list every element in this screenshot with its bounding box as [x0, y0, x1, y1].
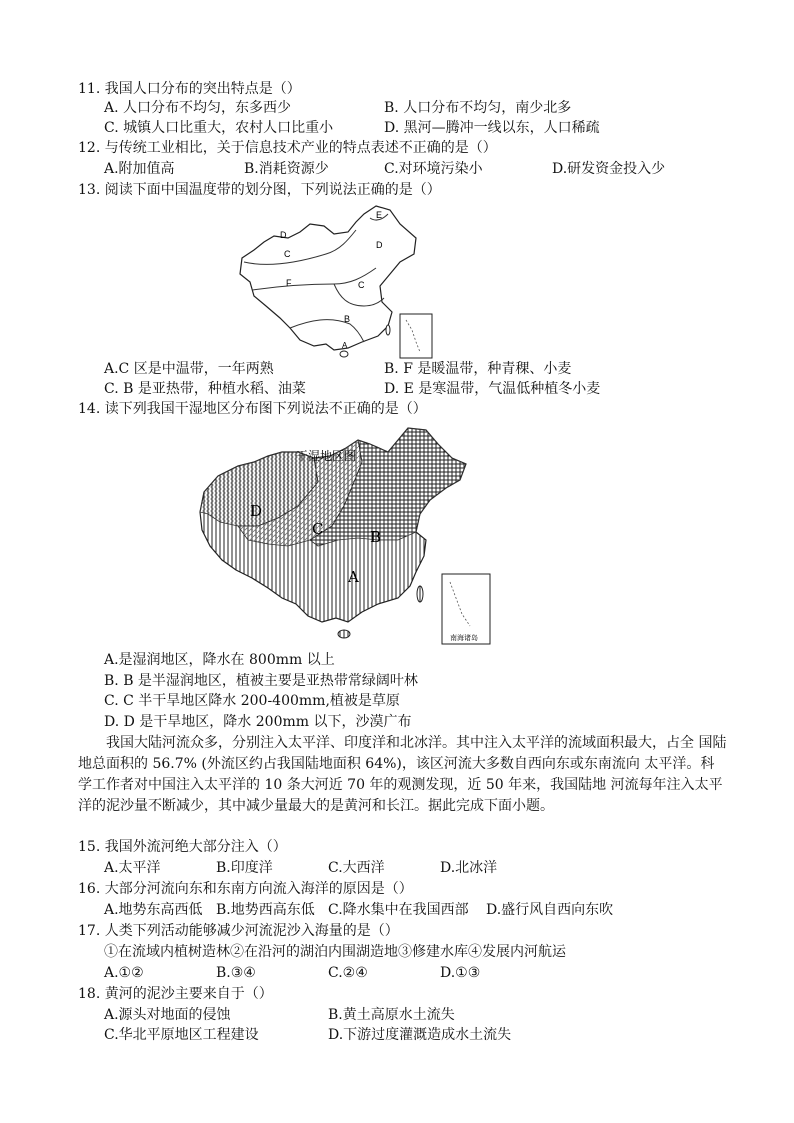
- q16-stem: 16. 大部分河流向东和东南方向流入海洋的原因是（）: [78, 881, 413, 897]
- map-label-e: E: [376, 210, 383, 220]
- q15-option-d: D.北冰洋: [440, 860, 498, 876]
- q11-option-c: C. 城镇人口比重大，农村人口比重小: [104, 120, 334, 136]
- q16-option-c: C.降水集中在我国西部: [328, 902, 469, 918]
- q15-option-a: A.太平洋: [104, 860, 161, 876]
- q16-option-b: B.地势西高东低: [216, 902, 315, 918]
- q12-option-b: B.消耗资源少: [244, 161, 329, 177]
- map-label-f: F: [286, 278, 292, 288]
- map-label-c-north: C: [284, 249, 291, 259]
- q11-option-b: B. 人口分布不均匀，南少北多: [384, 100, 572, 116]
- q14-option-d: D. D 是干旱地区，降水 200mm 以下，沙漠广布: [104, 714, 412, 730]
- q15-stem: 15. 我国外流河绝大部分注入（）: [78, 839, 287, 855]
- map-label-b: B: [344, 314, 351, 324]
- q14-stem: 14. 读下列我国干湿地区分布图下列说法不正确的是（）: [78, 401, 427, 417]
- taiwan-island: [417, 586, 423, 602]
- q12-option-d: D.研发资金投入少: [552, 161, 666, 177]
- map-label-a: A: [342, 341, 348, 350]
- q17-option-c: C.②④: [328, 965, 368, 981]
- temperature-zone-map: [230, 202, 442, 360]
- map-label-a: A: [348, 568, 359, 586]
- south-sea-inset: [400, 314, 432, 358]
- hainan-island: [340, 351, 348, 357]
- q12-option-a: A.附加值高: [104, 161, 175, 177]
- map-label-d-east: D: [376, 240, 383, 250]
- q13-option-b: B. F 是暖温带，种青稞、小麦: [384, 361, 572, 377]
- q13-option-c: C. B 是亚热带，种植水稻、油菜: [104, 381, 306, 397]
- q17-option-a: A.①②: [104, 965, 144, 981]
- hainan-island: [338, 630, 350, 638]
- map-label-c-east: C: [358, 280, 365, 290]
- q14-option-b: B. B 是半湿润地区，植被主要是亚热带常绿阔叶林: [104, 673, 418, 689]
- q18-option-a: A.源头对地面的侵蚀: [104, 1007, 231, 1023]
- q12-option-c: C.对环境污染小: [384, 161, 483, 177]
- q18-option-c: C.华北平原地区工程建设: [104, 1027, 259, 1043]
- q18-option-d: D.下游过度灌溉造成水土流失: [328, 1027, 512, 1043]
- q11-option-d: D. 黑河—腾冲一线以东，人口稀疏: [384, 120, 600, 136]
- inset-label: 南海诸岛: [450, 634, 478, 642]
- q16-option-d: D.盛行风自西向东吹: [486, 902, 614, 918]
- taiwan-island: [386, 325, 390, 335]
- q14-option-a: A.是湿润地区，降水在 800mm 以上: [104, 652, 335, 668]
- q18-option-b: B.黄土高原水土流失: [328, 1007, 455, 1023]
- dry-wet-region-map: [198, 422, 498, 646]
- q13-option-a: A.C 区是中温带，一年两熟: [104, 361, 274, 377]
- map-title: 干湿地区图: [296, 449, 357, 463]
- q15-option-c: C.大西洋: [328, 860, 385, 876]
- reading-passage: 我国大陆河流众多，分别注入太平洋、印度洋和北冰洋。其中注入太平洋的流域面积最大，占全 国陆地总面积的 56.7% (外流区约占我国陆地面积 64%)，该区河流大多数自西向东或东南流向 太平洋。科学工作者对中国注入太平洋的 10 条大河近 70 年的观测发现，近 50 年来，我国陆地 河流每年注入太平洋的泥沙量不断减少，其中减少量最大的是黄河和长江。据此完成下面小题。: [78, 735, 727, 814]
- q11-stem: 11. 我国人口分布的突出特点是（）: [78, 81, 301, 97]
- q17-option-b: B.③④: [216, 965, 256, 981]
- map-label-d-west: D: [280, 230, 287, 240]
- q15-option-b: B.印度洋: [216, 860, 273, 876]
- q13-option-d: D. E 是寒温带，气温低种植冬小麦: [384, 381, 601, 397]
- q12-stem: 12. 与传统工业相比，关于信息技术产业的特点表述不正确的是（）: [78, 140, 497, 156]
- q16-option-a: A.地势东高西低: [104, 902, 203, 918]
- map-label-d: D: [250, 502, 263, 520]
- q18-stem: 18. 黄河的泥沙主要来自于（）: [78, 986, 273, 1002]
- q17-option-d: D.①③: [440, 965, 481, 981]
- q13-stem: 13. 阅读下面中国温度带的划分图，下列说法正确的是（）: [78, 182, 441, 198]
- map-label-b: B: [370, 528, 382, 546]
- map-label-c: C: [312, 520, 324, 538]
- q17-stem: 17. 人类下列活动能够减少河流泥沙入海量的是（）: [78, 923, 399, 939]
- q14-option-c: C. C 半干旱地区降水 200-400mm,植被是草原: [104, 693, 400, 709]
- q17-activities: ①在流域内植树造林②在沿河的湖泊内围湖造地③修建水库④发展内河航运: [104, 944, 566, 960]
- q11-option-a: A. 人口分布不均匀，东多西少: [104, 100, 292, 116]
